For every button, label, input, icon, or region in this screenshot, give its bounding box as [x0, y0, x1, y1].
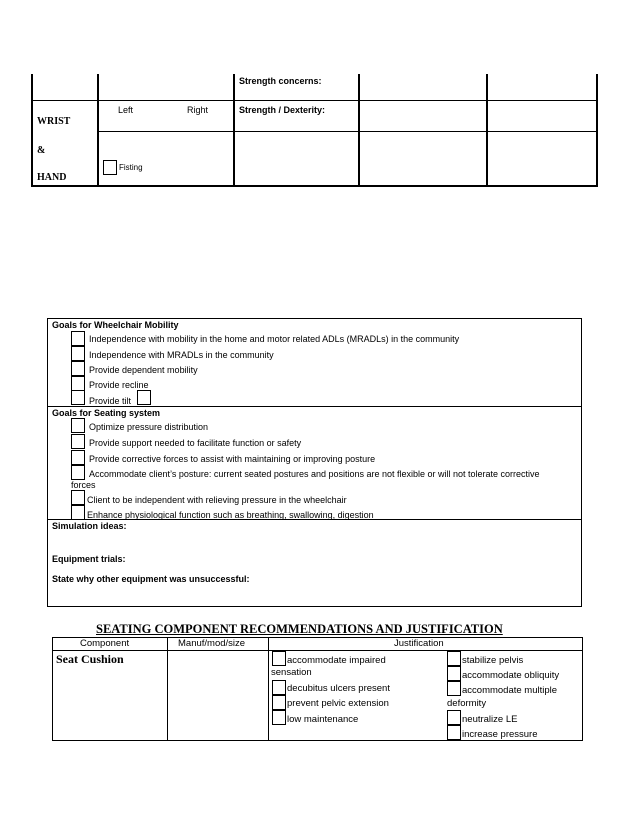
component-seat-cushion: Seat Cushion — [56, 652, 124, 666]
recommendations-title: SEATING COMPONENT RECOMMENDATIONS AND JUSTIFICATION — [96, 622, 503, 636]
seating-item-4: Accommodate client’s posture: current seated postures and positions are not flexible or will not tolerate corrective — [89, 469, 540, 479]
equipment-trials-label: Equipment trials: — [52, 554, 126, 564]
justify-item-decubitus: decubitus ulcers present — [287, 683, 390, 694]
mobility-item-5: Provide tilt — [89, 396, 132, 406]
justify-item-pelvic-extension: prevent pelvic extension — [287, 698, 389, 709]
col-header-justification: Justification — [394, 638, 444, 649]
justify-item-increase-pressure: increase pressure — [462, 729, 538, 740]
justify-item-sensation: sensation — [271, 667, 312, 678]
seating-checkbox-3[interactable] — [71, 450, 85, 465]
justify-item-neutralize-le: neutralize LE — [462, 714, 518, 725]
seating-item-1: Optimize pressure distribution — [89, 422, 209, 432]
col-header-manuf: Manuf/mod/size — [178, 638, 246, 649]
seating-checkbox-4[interactable] — [71, 465, 85, 480]
mobility-item-2: Independence with MRADLs in the community — [89, 350, 274, 360]
strength-concerns-label: Strength concerns: — [239, 76, 322, 86]
mobility-checkbox-3[interactable] — [71, 361, 85, 376]
state-why-label: State why other equipment was unsuccessful: — [52, 574, 250, 584]
justify-checkbox-increase-pressure[interactable] — [447, 725, 461, 740]
strength-dexterity-label: Strength / Dexterity: — [239, 105, 326, 115]
fisting-label: Fisting — [119, 163, 143, 172]
mobility-item-3: Provide dependent mobility — [89, 365, 198, 375]
mobility-checkbox-5[interactable] — [71, 390, 85, 405]
seating-item-2: Provide support needed to facilitate function or safety — [89, 438, 302, 448]
tilt-checkbox[interactable] — [137, 390, 151, 405]
mobility-item-4: Provide recline — [89, 380, 149, 390]
justify-item-low-maintenance: low maintenance — [287, 714, 359, 725]
right-label: Right — [187, 105, 209, 115]
justify-item-stabilize-pelvis: stabilize pelvis — [462, 655, 524, 666]
seating-checkbox-5[interactable] — [71, 490, 85, 505]
mobility-checkbox-2[interactable] — [71, 346, 85, 361]
justify-checkbox-pelvic-extension[interactable] — [272, 695, 286, 710]
col-header-component: Component — [80, 638, 130, 649]
seating-item-5: Client to be independent with relieving pressure in the wheelchair — [87, 495, 347, 505]
simulation-ideas-label: Simulation ideas: — [52, 521, 127, 531]
justify-checkbox-impaired-sensation[interactable] — [272, 651, 286, 666]
justify-checkbox-neutralize-le[interactable] — [447, 710, 461, 725]
fisting-checkbox[interactable] — [103, 160, 117, 175]
mobility-checkbox-1[interactable] — [71, 331, 85, 346]
justify-checkbox-low-maintenance[interactable] — [272, 710, 286, 725]
seating-item-3: Provide corrective forces to assist with maintaining or improving posture — [89, 454, 376, 464]
justify-checkbox-multiple-deformity[interactable] — [447, 681, 461, 696]
mobility-goals-header: Goals for Wheelchair Mobility — [52, 320, 179, 330]
seating-checkbox-2[interactable] — [71, 434, 85, 449]
justify-checkbox-obliquity[interactable] — [447, 666, 461, 681]
mobility-checkbox-4[interactable] — [71, 376, 85, 391]
left-label: Left — [118, 105, 134, 115]
seating-checkbox-6[interactable] — [71, 505, 85, 520]
justify-item-impaired: accommodate impaired — [287, 655, 386, 666]
seating-checkbox-1[interactable] — [71, 418, 85, 433]
justify-checkbox-stabilize-pelvis[interactable] — [447, 651, 461, 666]
justify-item-deformity: deformity — [447, 698, 487, 709]
ampersand-label: & — [37, 145, 46, 156]
justify-checkbox-decubitus[interactable] — [272, 680, 286, 695]
seating-item-6: Enhance physiological function such as breathing, swallowing, digestion — [87, 510, 374, 520]
seating-item-4-continued: forces — [71, 480, 96, 490]
hand-label: HAND — [37, 172, 67, 183]
wrist-label: WRIST — [37, 116, 71, 127]
justify-item-multiple: accommodate multiple — [462, 685, 558, 696]
mobility-item-1: Independence with mobility in the home and motor related ADLs (MRADLs) in the community — [89, 334, 460, 344]
justify-item-obliquity: accommodate obliquity — [462, 670, 560, 681]
seating-goals-header: Goals for Seating system — [52, 408, 161, 418]
